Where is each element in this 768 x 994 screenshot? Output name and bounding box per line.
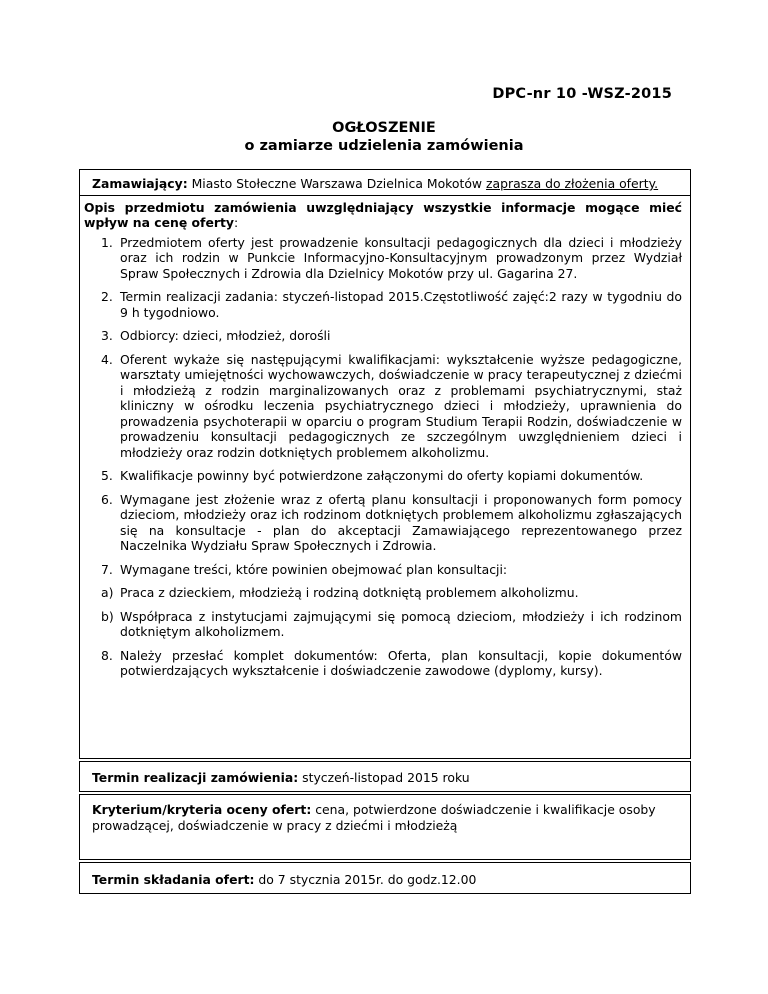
list-item (84, 648, 682, 679)
main-section-box (79, 169, 691, 759)
list-item-text: Wymagane jest złożenie wraz z ofertą planu konsultacji i proponowanych form pomocy dzieciom, młodzieży oraz ich rodzinom dotkniętych problemem alkoholizmu zgłaszających się na konsultacje - plan do akceptacji Zamawiającego reprezentowanego przez Naczelnika Wydziału Spraw Społecznych i Zdrowia. (120, 491, 682, 553)
submission-deadline-value: do 7 stycznia 2015r. do godz.12.00 (254, 872, 477, 887)
document-number: DPC-nr 10 -WSZ-2015 (492, 86, 672, 102)
requirements-list (84, 235, 682, 679)
list-item-text: Praca z dzieckiem, młodzieżą i rodziną dotkniętą problemem alkoholizmu. (120, 585, 579, 600)
completion-term-box (79, 761, 691, 792)
completion-term-value: styczeń-listopad 2015 roku (298, 770, 470, 785)
list-item (84, 289, 682, 320)
list-item (84, 585, 682, 601)
contracting-authority-label: Zamawiający: (92, 176, 188, 191)
completion-term-label: Termin realizacji zamówienia: (92, 770, 299, 785)
list-item-number: 8. (101, 647, 113, 663)
list-item-number: 7. (101, 561, 113, 577)
list-item-number: 1. (101, 234, 113, 250)
list-item-text: Należy przesłać komplet dokumentów: Oferta, plan konsultacji, kopie dokumentów potwierdzających wykształcenie i doświadczenie zawodowe (dyplomy, kursy). (120, 647, 682, 678)
list-item-text: Współpraca z instytucjami zajmującymi się pomocą dzieciom, młodzieży i ich rodzinom dotkniętym alkoholizmem. (120, 608, 682, 639)
list-item-number: 6. (101, 491, 113, 507)
page-title: OGŁOSZENIE (332, 120, 436, 136)
order-description-section (80, 196, 690, 679)
list-item-text: Wymagane treści, które powinien obejmować plan konsultacji: (120, 561, 508, 577)
criteria-value: cena, potwierdzone doświadczenie i kwalifikacje osoby prowadzącej, doświadczenie w pracy z dziećmi i młodzieżą (92, 802, 656, 833)
list-item (84, 352, 682, 461)
list-item-text: Odbiorcy: dzieci, młodzież, dorośli (120, 328, 331, 343)
submission-deadline-box (79, 862, 691, 894)
page-subtitle: o zamiarze udzielenia zamówienia (244, 138, 524, 154)
submission-deadline-label: Termin składania ofert: (92, 872, 255, 887)
contracting-authority-text: Miasto Stołeczne Warszawa Dzielnica Mokotów (187, 176, 487, 191)
list-item-number: a) (101, 585, 114, 600)
list-item-number: 2. (101, 289, 113, 304)
list-item (84, 468, 682, 484)
list-item (84, 235, 682, 282)
list-item-text: Oferent wykaże się następującymi kwalifikacjami: wykształcenie wyższe pedagogiczne, warsztaty umiejętności wychowawczych, doświadczenie w pracy terapeutycznej z dziećmi i młodzieżą z rodzin marginalizowanych oraz z problemami psychiatrycznymi, staż kliniczny w ośrodku leczenia psychiatrycznego dzieci i młodzieży, uprawnienia do prowadzenia psychoterapii w oparciu o program Studium Terapii Rodzin, doświadczenie w prowadzeniu konsultacji pedagogicznych ze szczególnym uwzględnieniem dzieci i młodzieży oraz rodzin dotkniętych problemem alkoholizmu. (120, 351, 682, 460)
invitation-link[interactable]: zaprasza do złożenia oferty. (486, 176, 659, 191)
list-item-number: 5. (101, 468, 113, 483)
list-item-number: 3. (101, 328, 113, 343)
list-item (84, 562, 682, 578)
list-item-text: Przedmiotem oferty jest prowadzenie konsultacji pedagogicznych dla dzieci i młodzieży oraz ich rodzin w Punkcie Informacyjno-Konsultacyjnym prowadzonym przez Wydział Spraw Społecznych i Zdrowia dla Dzielnicy Mokotów przy ul. Gagarina 27. (120, 234, 682, 281)
list-item-text: Kwalifikacje powinny być potwierdzone załączonymi do oferty kopiami dokumentów. (120, 468, 644, 483)
contracting-authority-section (80, 170, 690, 196)
list-item-text: Termin realizacji zadania: styczeń-listopad 2015.Częstotliwość zajęć:2 razy w tygodniu do 9 h tygodniowo. (120, 289, 682, 320)
list-item (84, 492, 682, 554)
criteria-box (79, 794, 691, 860)
list-item-number: b) (101, 608, 114, 624)
criteria-label: Kryterium/kryteria oceny ofert: (92, 802, 312, 817)
list-item (84, 609, 682, 640)
list-item-number: 4. (101, 351, 113, 367)
list-item (84, 328, 682, 344)
order-description-heading: Opis przedmiotu zamówienia uwzględniający wszystkie informacje mogące mieć wpływ na cenę oferty: (84, 199, 682, 230)
